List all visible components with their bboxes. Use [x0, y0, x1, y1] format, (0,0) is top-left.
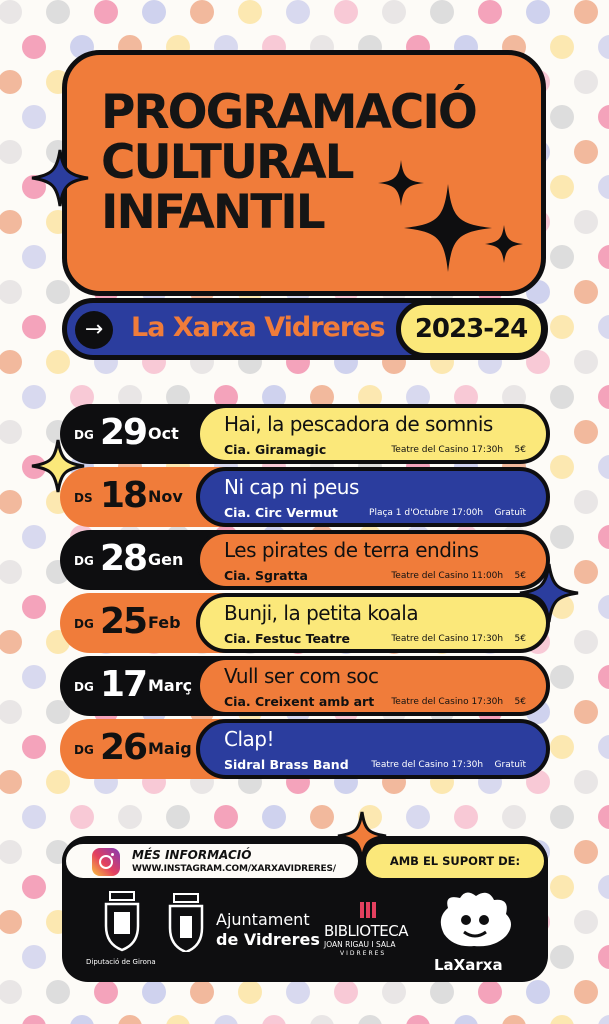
bg-dot	[406, 805, 430, 829]
bg-dot	[0, 840, 22, 864]
event-place: Plaça 1 d'Octubre	[369, 508, 449, 518]
bg-dot	[550, 735, 574, 759]
bg-dot	[22, 665, 46, 689]
bg-dot	[454, 1015, 478, 1024]
event-month: Març	[148, 676, 193, 695]
event-time: 17:30h	[471, 634, 504, 644]
more-info-label: MÉS INFORMACIÓ	[132, 848, 252, 862]
bg-dot	[286, 980, 310, 1004]
event-price: 5€	[514, 634, 526, 644]
event-card	[196, 467, 550, 527]
bg-dot	[598, 945, 609, 969]
bg-dot	[0, 560, 22, 584]
event-weekday: DG	[74, 428, 94, 442]
bg-dot	[598, 525, 609, 549]
event-time: 17:30h	[451, 760, 484, 770]
event-weekday: DG	[74, 554, 94, 568]
bg-dot	[0, 910, 22, 934]
bg-dot	[598, 455, 609, 479]
bg-dot	[550, 945, 574, 969]
bg-dot	[574, 210, 598, 234]
event-details	[371, 760, 526, 770]
event-place: Teatre del Casino	[391, 697, 469, 707]
event-time: 17:30h	[471, 445, 504, 455]
event-place: Teatre del Casino	[391, 445, 469, 455]
bg-dot	[0, 770, 22, 794]
bg-dot	[0, 420, 22, 444]
more-info-pill	[62, 840, 362, 882]
bg-dot	[22, 735, 46, 759]
bg-dot	[574, 490, 598, 514]
bg-dot	[70, 1015, 94, 1024]
bg-dot	[526, 980, 550, 1004]
event-card	[196, 404, 550, 464]
title-line-2: CULTURAL	[101, 135, 353, 190]
bg-dot	[262, 805, 286, 829]
bg-dot	[574, 980, 598, 1004]
bg-dot	[382, 0, 406, 24]
biblioteca-line2: JOAN RIGAU I SALA	[324, 940, 396, 949]
event-time: 17:30h	[471, 697, 504, 707]
event-company: Cia. Sgratta	[224, 568, 308, 583]
sparkle-tiny-icon	[484, 224, 524, 264]
bg-dot	[598, 875, 609, 899]
bg-dot	[22, 595, 46, 619]
event-row	[60, 593, 550, 653]
event-title: Ni cap ni peus	[224, 475, 359, 499]
ajuntament-line1: Ajuntament	[216, 910, 310, 929]
event-time: 11:00h	[471, 571, 504, 581]
event-card	[196, 593, 550, 653]
bg-dot	[166, 1015, 190, 1024]
event-place: Teatre del Casino	[391, 634, 469, 644]
bg-dot	[118, 805, 142, 829]
bg-dot	[0, 630, 22, 654]
event-details	[391, 571, 526, 581]
bg-dot	[550, 525, 574, 549]
bg-dot	[22, 385, 46, 409]
laxarxa-label: LaXarxa	[434, 956, 503, 974]
event-company: Cia. Festuc Teatre	[224, 631, 350, 646]
bg-dot	[286, 0, 310, 24]
event-price: 5€	[514, 445, 526, 455]
event-weekday: DG	[74, 680, 94, 694]
info-box	[62, 836, 548, 982]
bg-dot	[574, 70, 598, 94]
bg-dot	[0, 210, 22, 234]
event-weekday: DS	[74, 491, 93, 505]
bg-dot	[598, 665, 609, 689]
bg-dot	[430, 980, 454, 1004]
event-card	[196, 719, 550, 779]
bg-dot	[478, 0, 502, 24]
bg-dot	[46, 280, 70, 304]
event-price: Gratuït	[494, 508, 526, 518]
bg-dot	[94, 0, 118, 24]
bg-dot	[454, 805, 478, 829]
bg-dot	[598, 1015, 609, 1024]
bg-dot	[22, 875, 46, 899]
network-bar	[62, 298, 548, 360]
instagram-icon[interactable]	[92, 848, 120, 876]
event-day: 26	[100, 727, 147, 768]
bg-dot	[598, 315, 609, 339]
title-line-1: PROGRAMACIÓ	[101, 85, 476, 140]
event-day: 29	[100, 412, 147, 453]
bg-dot	[46, 0, 70, 24]
bg-dot	[502, 1015, 526, 1024]
bg-dot	[334, 0, 358, 24]
sparkle-large-icon	[402, 182, 494, 274]
bg-dot	[190, 980, 214, 1004]
bg-dot	[574, 840, 598, 864]
event-title: Les pirates de terra endins	[224, 538, 479, 562]
event-day: 25	[100, 601, 147, 642]
event-title: Bunji, la petita koala	[224, 601, 419, 625]
bg-dot	[502, 805, 526, 829]
event-weekday: DG	[74, 617, 94, 631]
blue-star-icon	[30, 148, 90, 208]
bg-dot	[574, 140, 598, 164]
event-details	[391, 445, 526, 455]
event-month: Feb	[148, 613, 181, 632]
bg-dot	[0, 140, 22, 164]
bg-dot	[166, 805, 190, 829]
season-badge: 2023-24	[396, 300, 546, 358]
bg-dot	[0, 280, 22, 304]
bg-dot	[550, 875, 574, 899]
bg-dot	[310, 805, 334, 829]
bg-dot	[574, 280, 598, 304]
yellow-star-icon	[30, 438, 86, 494]
bg-dot	[550, 805, 574, 829]
bg-dot	[0, 490, 22, 514]
bg-dot	[94, 980, 118, 1004]
bg-dot	[214, 805, 238, 829]
event-title: Clap!	[224, 727, 274, 751]
bg-dot	[598, 175, 609, 199]
bg-dot	[598, 105, 609, 129]
event-month: Maig	[148, 739, 192, 758]
event-card	[196, 656, 550, 716]
event-company: Cia. Creixent amb art	[224, 694, 375, 709]
bg-dot	[574, 350, 598, 374]
event-day: 28	[100, 538, 147, 579]
event-price: 5€	[514, 571, 526, 581]
bg-dot	[142, 0, 166, 24]
event-row	[60, 656, 550, 716]
event-details	[369, 508, 526, 518]
bg-dot	[550, 175, 574, 199]
bg-dot	[598, 805, 609, 829]
bg-dot	[0, 0, 22, 24]
bg-dot	[0, 700, 22, 724]
bg-dot	[574, 700, 598, 724]
vidreres-shield-icon	[166, 892, 206, 952]
bg-dot	[598, 595, 609, 619]
bg-dot	[358, 1015, 382, 1024]
bg-dot	[70, 805, 94, 829]
biblioteca-line3: VIDRERES	[340, 950, 387, 957]
event-details	[391, 634, 526, 644]
event-weekday: DG	[74, 743, 94, 757]
bg-dot	[46, 350, 70, 374]
bg-dot	[0, 350, 22, 374]
bg-dot	[118, 1015, 142, 1024]
bg-dot	[22, 245, 46, 269]
event-company: Cia. Giramagic	[224, 442, 327, 457]
event-place: Teatre del Casino	[391, 571, 469, 581]
event-time: 17:00h	[451, 508, 484, 518]
event-day: 17	[100, 664, 147, 705]
bg-dot	[598, 735, 609, 759]
bg-dot	[550, 315, 574, 339]
event-title: Hai, la pescadora de somnis	[224, 412, 493, 436]
bg-dot	[214, 1015, 238, 1024]
bg-dot	[550, 35, 574, 59]
bg-dot	[22, 105, 46, 129]
event-price: 5€	[514, 697, 526, 707]
bg-dot	[574, 0, 598, 24]
bg-dot	[382, 980, 406, 1004]
bg-dot	[574, 630, 598, 654]
event-row	[60, 467, 550, 527]
bg-dot	[526, 0, 550, 24]
bg-dot	[574, 910, 598, 934]
bg-dot	[574, 420, 598, 444]
event-card	[196, 530, 550, 590]
event-place: Teatre del Casino	[371, 760, 449, 770]
bg-dot	[598, 385, 609, 409]
event-row	[60, 530, 550, 590]
biblioteca-line1: BIBLIOTECA	[324, 922, 408, 940]
title-line-3: INFANTIL	[101, 185, 324, 240]
bg-dot	[550, 105, 574, 129]
bg-dot	[238, 0, 262, 24]
bg-dot	[598, 35, 609, 59]
bg-dot	[22, 805, 46, 829]
event-row	[60, 404, 550, 464]
diputacio-label: Diputació de Girona	[86, 958, 156, 966]
diputacio-shield-icon	[102, 890, 142, 952]
event-company: Sidral Brass Band	[224, 757, 349, 772]
bg-dot	[22, 1015, 46, 1024]
event-row	[60, 719, 550, 779]
event-company: Cia. Circ Vermut	[224, 505, 338, 520]
bg-dot	[46, 980, 70, 1004]
instagram-link[interactable]: WWW.INSTAGRAM.COM/XARXAVIDRERES/	[132, 864, 336, 874]
event-title: Vull ser com soc	[224, 664, 379, 688]
bg-dot	[550, 245, 574, 269]
bg-dot	[22, 525, 46, 549]
laxarxa-mascot-icon	[434, 888, 516, 954]
event-month: Nov	[148, 487, 183, 506]
bg-dot	[598, 245, 609, 269]
event-month: Gen	[148, 550, 184, 569]
biblioteca-logo-icon	[358, 900, 378, 920]
bg-dot	[550, 1015, 574, 1024]
orange-star-icon	[336, 810, 388, 862]
ajuntament-line2: de Vidreres	[216, 930, 320, 949]
bg-dot	[142, 980, 166, 1004]
bg-dot	[22, 945, 46, 969]
bg-dot	[238, 980, 262, 1004]
bg-dot	[22, 315, 46, 339]
network-name: La Xarxa Vidreres	[131, 312, 385, 343]
event-details	[391, 697, 526, 707]
bg-dot	[550, 385, 574, 409]
bg-dot	[0, 980, 22, 1004]
bg-dot	[262, 1015, 286, 1024]
bg-dot	[334, 980, 358, 1004]
arrow-right-icon: →	[75, 311, 113, 349]
bg-dot	[22, 35, 46, 59]
event-day: 18	[100, 475, 147, 516]
bg-dot	[550, 665, 574, 689]
bg-dot	[406, 1015, 430, 1024]
bg-dot	[310, 1015, 334, 1024]
bg-dot	[478, 980, 502, 1004]
event-month: Oct	[148, 424, 179, 443]
event-price: Gratuït	[494, 760, 526, 770]
support-label: AMB EL SUPORT DE:	[362, 840, 548, 882]
bg-dot	[430, 0, 454, 24]
bg-dot	[550, 455, 574, 479]
bg-dot	[190, 0, 214, 24]
bg-dot	[574, 770, 598, 794]
blue-star-right-icon	[518, 562, 580, 624]
bg-dot	[0, 70, 22, 94]
